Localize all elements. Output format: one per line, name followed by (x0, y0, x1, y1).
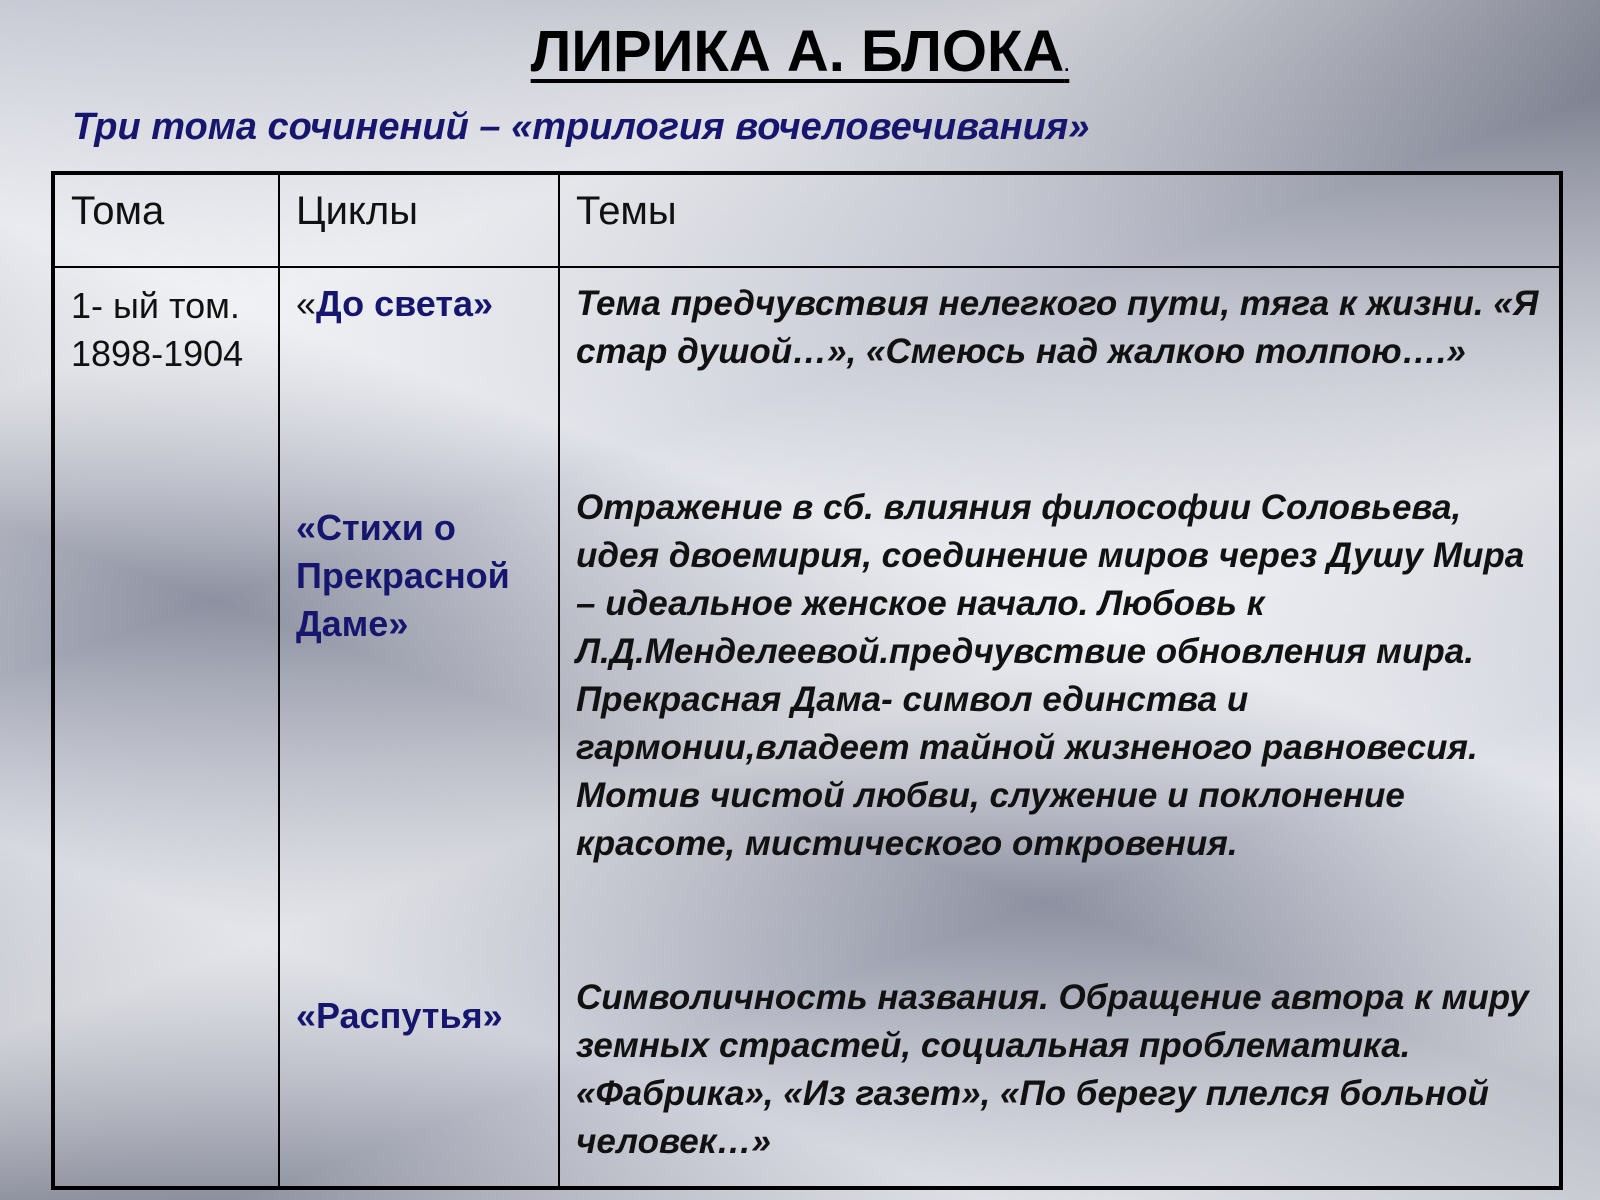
cycle-do-sveta: «До света» (296, 283, 494, 324)
volume-cell (53, 267, 279, 1188)
title-dot: . (1064, 55, 1070, 75)
volume-label: 1- ый том. (71, 285, 240, 326)
slide-subtitle: Три тома сочинений – «трилогия вочеловечивания» (72, 106, 1090, 148)
header-cycles: Циклы (279, 173, 559, 267)
table-row (53, 267, 1561, 1188)
theme-text-2: Отражение в сб. влияния философии Соловьева, идея двоемирия, соединение миров через Душу Мира – идеальное женское начало. Любовь к Л.Д.Менделеевой.предчувствие обновления мира. Прекрасная Дама- символ единства и гармонии,владеет тайной жизненого равновесия. Мотив чистой любви, служение и поклонение красоте, мистического откровения. (576, 488, 1525, 863)
header-themes: Темы (559, 173, 1561, 267)
slide-title: ЛИРИКА А. БЛОКА. (530, 19, 1070, 84)
cycle-prekrasnaya-dama: «Стихи о Прекрасной Даме» (296, 507, 510, 644)
theme-text-3: Символичность названия. Обращение автора к миру земных страстей, социальная проблематика. «Фабрика», «Из газет», «По берегу плелся больной человек…» (576, 978, 1529, 1161)
volume-years: 1898-1904 (71, 333, 244, 374)
works-table (51, 171, 1563, 1190)
cycle-rasputya: «Распутья» (296, 995, 503, 1036)
header-volumes: Тома (53, 173, 279, 267)
cycle-open-quote: « (296, 283, 317, 324)
themes-cell (559, 267, 1561, 1188)
cycles-cell (279, 267, 559, 1188)
theme-text-1: Тема предчувствия нелегкого пути, тяга к жизни. «Я стар душой…», «Смеюсь над жалкою толпою….» (576, 284, 1539, 371)
table-header-row (53, 173, 1561, 267)
